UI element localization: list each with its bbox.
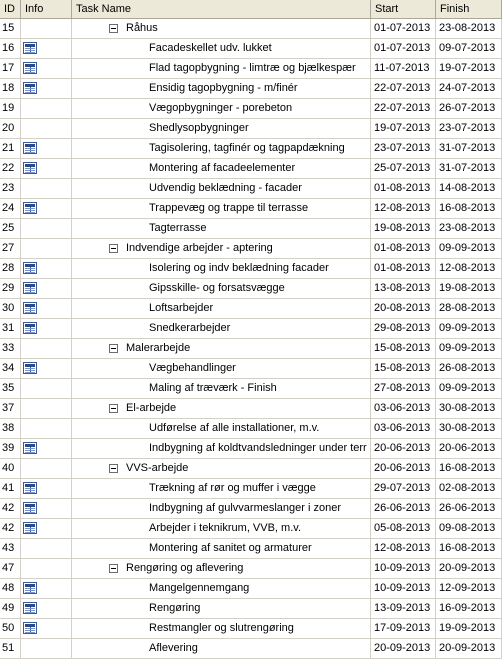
task-row[interactable] [0,619,502,639]
task-row[interactable] [0,199,502,219]
task-id[interactable]: 41 [0,479,21,498]
task-id[interactable]: 43 [0,539,21,558]
task-name-cell[interactable] [72,359,371,378]
task-info [21,399,72,418]
task-finish-date[interactable]: 09-07-2013 [436,39,502,58]
notes-icon[interactable] [23,42,37,54]
task-id[interactable]: 18 [0,79,21,98]
task-info [21,159,72,178]
task-name: Montering af sanitet og armaturer [149,542,312,554]
task-start-date[interactable]: 29-07-2013 [371,479,436,498]
task-row[interactable] [0,299,502,319]
table-body [0,19,502,659]
task-name: Udvendig beklædning - facader [149,182,302,194]
task-info [21,639,72,658]
task-name-cell[interactable] [72,419,371,438]
task-start-date[interactable]: 15-08-2013 [371,339,436,358]
task-name: Tagterrasse [149,222,207,234]
task-start-date[interactable]: 22-07-2013 [371,79,436,98]
task-finish-date[interactable]: 16-08-2013 [436,459,502,478]
notes-icon[interactable] [23,142,37,154]
table-header [0,0,502,19]
task-row[interactable] [0,219,502,239]
task-id[interactable]: 38 [0,419,21,438]
task-info [21,479,72,498]
task-start-date[interactable]: 10-09-2013 [371,579,436,598]
task-row[interactable] [0,579,502,599]
task-start-date[interactable]: 20-06-2013 [371,459,436,478]
task-info [21,99,72,118]
task-id[interactable]: 15 [0,19,21,38]
task-finish-date[interactable]: 09-09-2013 [436,379,502,398]
task-info [21,199,72,218]
task-name-cell[interactable] [72,199,371,218]
task-id[interactable]: 19 [0,99,21,118]
task-id[interactable]: 34 [0,359,21,378]
task-row[interactable] [0,499,502,519]
notes-icon[interactable] [23,622,37,634]
task-start-date[interactable]: 05-08-2013 [371,519,436,538]
task-name: Trækning af rør og muffer i vægge [149,482,316,494]
task-name-cell[interactable] [72,639,371,658]
task-row[interactable] [0,79,502,99]
task-row[interactable] [0,179,502,199]
task-id[interactable]: 48 [0,579,21,598]
task-row[interactable] [0,439,502,459]
task-info [21,299,72,318]
task-info [21,339,72,358]
collapse-toggle-icon[interactable] [109,564,118,573]
column-header-start[interactable]: Start [371,0,436,18]
task-finish-date[interactable]: 30-08-2013 [436,399,502,418]
task-name: Malerarbejde [126,342,191,354]
task-id[interactable]: 37 [0,399,21,418]
task-name-cell[interactable] [72,599,371,618]
task-row[interactable] [0,379,502,399]
task-start-date[interactable]: 03-06-2013 [371,419,436,438]
task-start-date[interactable]: 26-06-2013 [371,499,436,518]
task-start-date[interactable]: 17-09-2013 [371,619,436,638]
notes-icon[interactable] [23,322,37,334]
task-finish-date[interactable]: 26-06-2013 [436,499,502,518]
task-name-cell[interactable] [72,519,371,538]
task-finish-date[interactable]: 31-07-2013 [436,159,502,178]
task-start-date[interactable]: 25-07-2013 [371,159,436,178]
task-info [21,59,72,78]
notes-icon[interactable] [23,162,37,174]
task-row[interactable] [0,39,502,59]
task-finish-date[interactable]: 16-09-2013 [436,599,502,618]
task-name: Gipsskille- og forsatsvægge [149,282,285,294]
summary-task-row[interactable] [0,399,502,419]
task-finish-date[interactable]: 09-08-2013 [436,519,502,538]
task-name-cell[interactable] [72,179,371,198]
task-name: Indbygning af koldtvandsledninger under terr [149,442,367,454]
column-header-info[interactable]: Info [21,0,72,18]
task-info [21,359,72,378]
task-info [21,619,72,638]
task-start-date[interactable]: 29-08-2013 [371,319,436,338]
task-name-cell[interactable] [72,99,371,118]
task-info [21,519,72,538]
task-info [21,579,72,598]
task-finish-date[interactable]: 23-08-2013 [436,19,502,38]
task-id[interactable]: 17 [0,59,21,78]
task-name: Tagisolering, tagfinér og tagpapdækning [149,142,345,154]
notes-icon[interactable] [23,602,37,614]
task-row[interactable] [0,639,502,659]
task-start-date[interactable]: 01-08-2013 [371,239,436,258]
task-row[interactable] [0,319,502,339]
task-name: Snedkerarbejder [149,322,231,334]
task-row[interactable] [0,259,502,279]
notes-icon[interactable] [23,82,37,94]
collapse-toggle-icon[interactable] [109,404,118,413]
task-row[interactable] [0,479,502,499]
task-id[interactable]: 30 [0,299,21,318]
task-name: Flad tagopbygning - limtræ og bjælkespær [149,62,356,74]
task-finish-date[interactable]: 12-08-2013 [436,259,502,278]
task-name-cell[interactable] [72,279,371,298]
task-name: Mangelgennemgang [149,582,250,594]
task-name: Arbejder i teknikrum, VVB, m.v. [149,522,302,534]
task-name-cell[interactable] [72,119,371,138]
task-id[interactable]: 40 [0,459,21,478]
task-finish-date[interactable]: 12-09-2013 [436,579,502,598]
task-info [21,599,72,618]
task-start-date[interactable]: 23-07-2013 [371,139,436,158]
task-id[interactable]: 49 [0,599,21,618]
task-id[interactable]: 42 [0,519,21,538]
task-name: Montering af facadeelementer [149,162,296,174]
task-name-cell[interactable] [72,59,371,78]
task-id[interactable]: 33 [0,339,21,358]
task-info [21,459,72,478]
task-info [21,319,72,338]
notes-icon[interactable] [23,482,37,494]
task-finish-date[interactable]: 30-08-2013 [436,419,502,438]
collapse-toggle-icon[interactable] [109,464,118,473]
task-name: El-arbejde [126,402,177,414]
notes-icon[interactable] [23,362,37,374]
task-name-cell[interactable] [72,79,371,98]
task-row[interactable] [0,119,502,139]
task-finish-date[interactable]: 20-09-2013 [436,639,502,658]
task-name-cell[interactable] [72,219,371,238]
task-row[interactable] [0,599,502,619]
task-row[interactable] [0,59,502,79]
task-name: Aflevering [149,642,198,654]
task-id[interactable]: 28 [0,259,21,278]
collapse-toggle-icon[interactable] [109,344,118,353]
task-name: Maling af træværk - Finish [149,382,277,394]
column-header-finish[interactable]: Finish [436,0,502,18]
task-start-date[interactable]: 19-07-2013 [371,119,436,138]
task-name-cell[interactable] [72,239,371,258]
task-start-date[interactable]: 01-07-2013 [371,39,436,58]
task-info [21,539,72,558]
task-name-cell[interactable] [72,619,371,638]
summary-task-row[interactable] [0,239,502,259]
task-start-date[interactable]: 03-06-2013 [371,399,436,418]
task-info [21,39,72,58]
task-start-date[interactable]: 19-08-2013 [371,219,436,238]
notes-icon[interactable] [23,282,37,294]
task-id[interactable]: 22 [0,159,21,178]
task-id[interactable]: 25 [0,219,21,238]
task-finish-date[interactable]: 26-08-2013 [436,359,502,378]
task-name: Råhus [126,22,158,34]
task-info [21,79,72,98]
task-finish-date[interactable]: 19-07-2013 [436,59,502,78]
task-name: Rengøring [149,602,201,614]
task-finish-date[interactable]: 09-09-2013 [436,339,502,358]
task-start-date[interactable]: 22-07-2013 [371,99,436,118]
task-finish-date[interactable]: 23-08-2013 [436,219,502,238]
summary-task-row[interactable] [0,559,502,579]
task-start-date[interactable]: 27-08-2013 [371,379,436,398]
task-info [21,19,72,38]
task-name-cell[interactable] [72,319,371,338]
task-name-cell[interactable] [72,379,371,398]
task-info [21,179,72,198]
task-id[interactable]: 42 [0,499,21,518]
task-id[interactable]: 16 [0,39,21,58]
task-name: Isolering og indv beklædning facader [149,262,329,274]
task-name-cell[interactable] [72,259,371,278]
task-id[interactable]: 24 [0,199,21,218]
task-info [21,119,72,138]
task-name: Udførelse af alle installationer, m.v. [149,422,320,434]
task-finish-date[interactable]: 31-07-2013 [436,139,502,158]
task-info [21,439,72,458]
task-finish-date[interactable]: 28-08-2013 [436,299,502,318]
task-start-date[interactable]: 20-08-2013 [371,299,436,318]
notes-icon[interactable] [23,302,37,314]
task-info [21,379,72,398]
task-name: Indvendige arbejder - aptering [126,242,273,254]
task-info [21,559,72,578]
task-name-cell[interactable] [72,459,371,478]
task-start-date[interactable]: 12-08-2013 [371,539,436,558]
task-id[interactable]: 50 [0,619,21,638]
task-name: Vægbehandlinger [149,362,236,374]
task-row[interactable] [0,539,502,559]
task-finish-date[interactable]: 23-07-2013 [436,119,502,138]
task-row[interactable] [0,359,502,379]
task-finish-date[interactable]: 20-09-2013 [436,559,502,578]
task-start-date[interactable]: 13-09-2013 [371,599,436,618]
task-name: Shedlysopbygninger [149,122,249,134]
task-row[interactable] [0,279,502,299]
task-name-cell[interactable] [72,39,371,58]
task-name-cell[interactable] [72,159,371,178]
task-finish-date[interactable]: 26-07-2013 [436,99,502,118]
task-name: Loftsarbejder [149,302,214,314]
task-name-cell[interactable] [72,139,371,158]
task-start-date[interactable]: 11-07-2013 [371,59,436,78]
task-name-cell[interactable] [72,439,371,458]
task-id[interactable]: 31 [0,319,21,338]
task-start-date[interactable]: 13-08-2013 [371,279,436,298]
task-info [21,499,72,518]
notes-icon[interactable] [23,522,37,534]
task-row[interactable] [0,519,502,539]
task-start-date[interactable]: 10-09-2013 [371,559,436,578]
task-name: Restmangler og slutrengøring [149,622,294,634]
task-finish-date[interactable]: 20-06-2013 [436,439,502,458]
task-info [21,279,72,298]
task-id[interactable]: 47 [0,559,21,578]
summary-task-row[interactable] [0,19,502,39]
task-id[interactable]: 29 [0,279,21,298]
task-start-date[interactable]: 01-08-2013 [371,179,436,198]
task-id[interactable]: 39 [0,439,21,458]
task-name: Ensidig tagopbygning - m/finér [149,82,298,94]
task-finish-date[interactable]: 19-09-2013 [436,619,502,638]
task-finish-date[interactable]: 14-08-2013 [436,179,502,198]
summary-task-row[interactable] [0,339,502,359]
task-info [21,139,72,158]
task-name-cell[interactable] [72,559,371,578]
task-id[interactable]: 35 [0,379,21,398]
task-name: Facadeskellet udv. lukket [149,42,272,54]
task-start-date[interactable]: 15-08-2013 [371,359,436,378]
task-id[interactable]: 21 [0,139,21,158]
task-name-cell[interactable] [72,539,371,558]
task-finish-date[interactable]: 09-09-2013 [436,239,502,258]
task-start-date[interactable]: 01-08-2013 [371,259,436,278]
task-info [21,219,72,238]
task-finish-date[interactable]: 02-08-2013 [436,479,502,498]
task-id[interactable]: 51 [0,639,21,658]
task-name-cell[interactable] [72,19,371,38]
task-start-date[interactable]: 01-07-2013 [371,19,436,38]
task-info [21,419,72,438]
task-info [21,259,72,278]
task-row[interactable] [0,99,502,119]
task-start-date[interactable]: 20-09-2013 [371,639,436,658]
task-name: Rengøring og aflevering [126,562,244,574]
task-finish-date[interactable]: 24-07-2013 [436,79,502,98]
task-start-date[interactable]: 12-08-2013 [371,199,436,218]
task-name-cell[interactable] [72,579,371,598]
column-header-task-name[interactable]: Task Name [72,0,371,18]
task-id[interactable]: 27 [0,239,21,258]
task-name-cell[interactable] [72,399,371,418]
task-row[interactable] [0,419,502,439]
collapse-toggle-icon[interactable] [109,24,118,33]
notes-icon[interactable] [23,202,37,214]
column-header-id[interactable]: ID [0,0,21,18]
task-id[interactable]: 23 [0,179,21,198]
notes-icon[interactable] [23,502,37,514]
task-name-cell[interactable] [72,479,371,498]
task-name-cell[interactable] [72,499,371,518]
task-row[interactable] [0,139,502,159]
task-finish-date[interactable]: 19-08-2013 [436,279,502,298]
task-name: Indbygning af gulvvarmeslanger i zoner [149,502,342,514]
task-finish-date[interactable]: 16-08-2013 [436,539,502,558]
task-id[interactable]: 20 [0,119,21,138]
task-name: Trappevæg og trappe til terrasse [149,202,309,214]
task-start-date[interactable]: 20-06-2013 [371,439,436,458]
task-name-cell[interactable] [72,339,371,358]
notes-icon[interactable] [23,262,37,274]
task-finish-date[interactable]: 09-09-2013 [436,319,502,338]
task-name: Vægopbygninger - porebeton [149,102,293,114]
summary-task-row[interactable] [0,459,502,479]
notes-icon[interactable] [23,442,37,454]
task-info [21,239,72,258]
notes-icon[interactable] [23,582,37,594]
task-name-cell[interactable] [72,299,371,318]
task-name: VVS-arbejde [126,462,189,474]
task-row[interactable] [0,159,502,179]
notes-icon[interactable] [23,62,37,74]
task-finish-date[interactable]: 16-08-2013 [436,199,502,218]
collapse-toggle-icon[interactable] [109,244,118,253]
